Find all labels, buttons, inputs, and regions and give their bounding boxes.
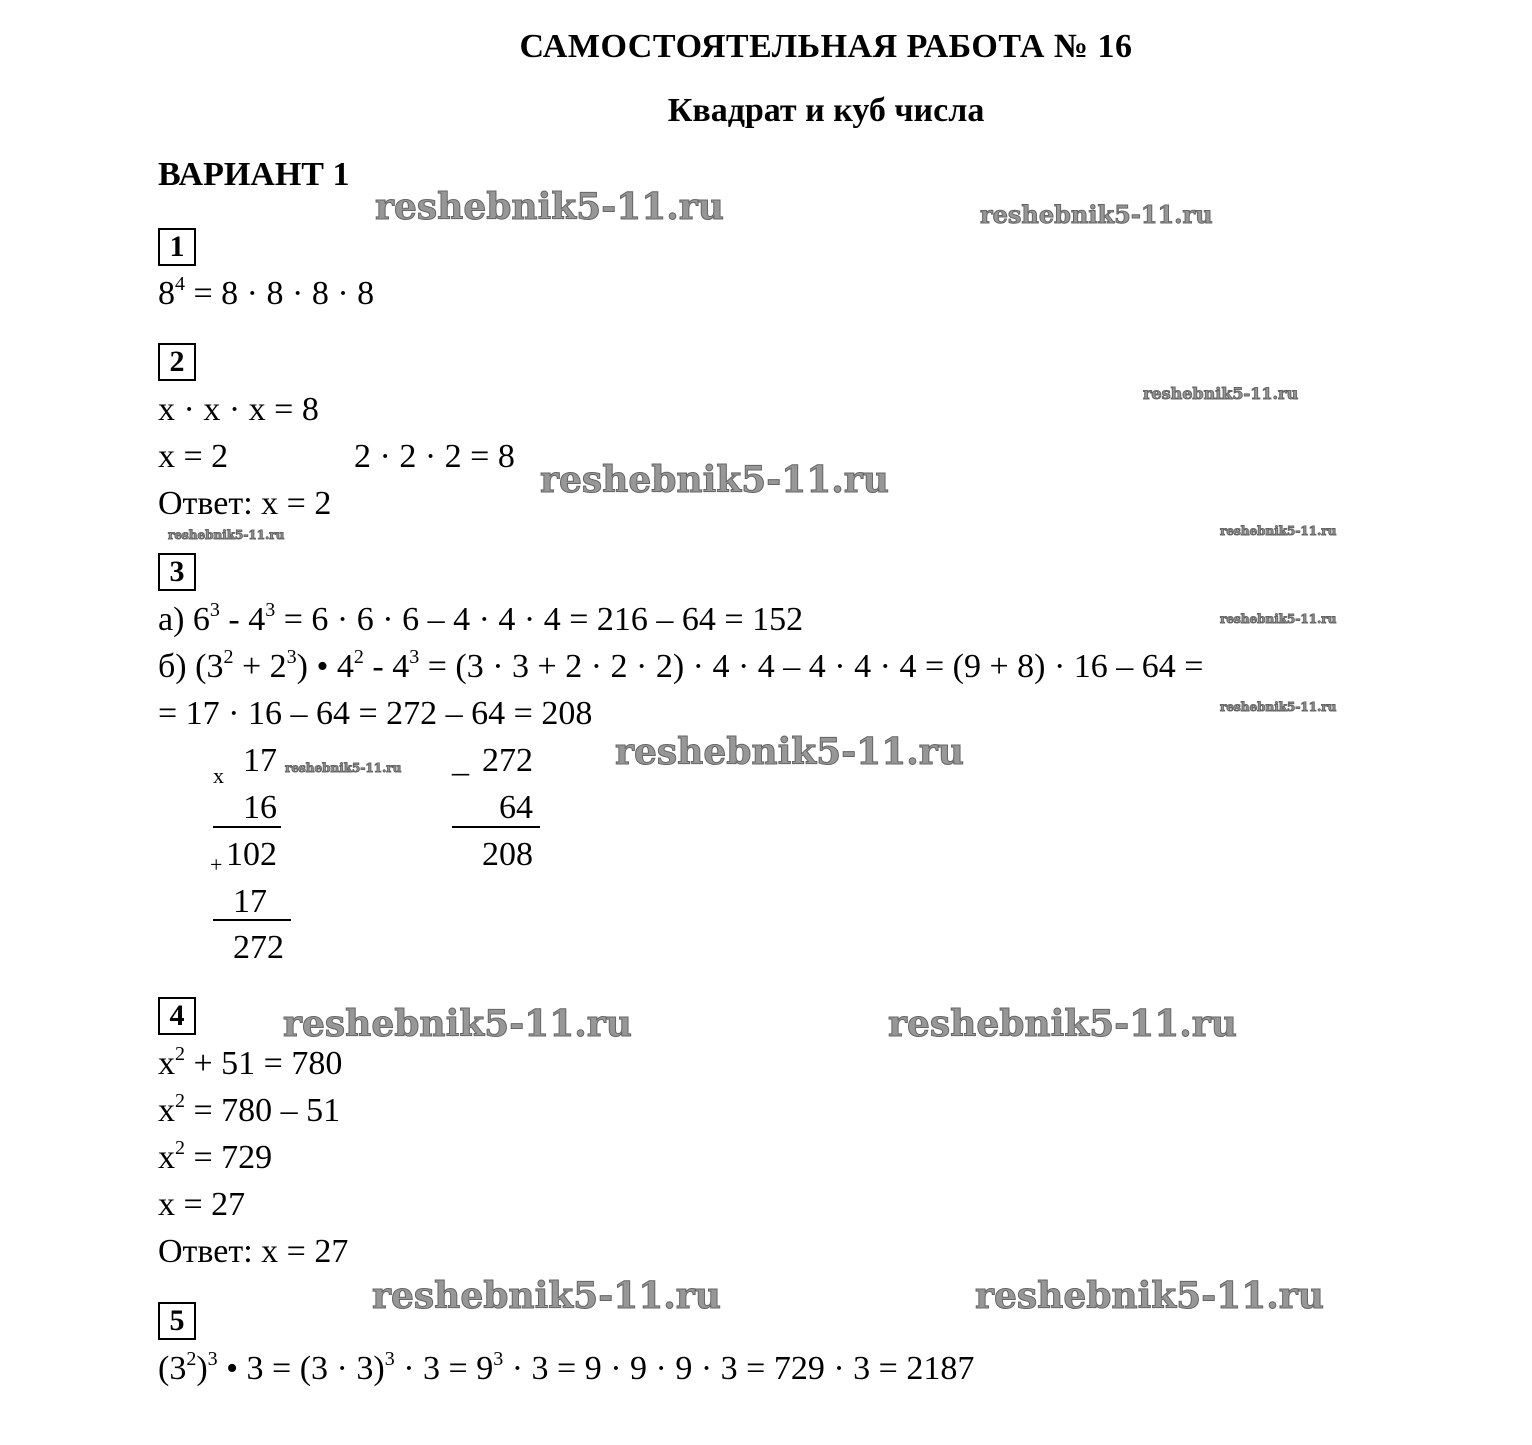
sub-subtrahend: 64	[499, 789, 533, 826]
task4-answer: Ответ: x = 27	[158, 1233, 349, 1270]
task5-equation: $(3^2)^3$ • $3 = (3 \cdot 3)^3 \cdot 3 = 9^3 \cdot 3 = 9 \cdot 9 \cdot 9 \cdot 3 = 729 \cdot 3 = 2187$	[158, 1348, 975, 1387]
watermark: reshebnik5-11.ru	[285, 761, 402, 775]
mult-factor-b: 16	[243, 789, 277, 826]
mult-factor-a: 17	[243, 742, 277, 779]
watermark: reshebnik5-11.ru	[168, 528, 285, 542]
task4-line3: $x^2 = 729$	[158, 1137, 273, 1176]
task2-line1: x · x · x = 8	[158, 391, 319, 428]
sub-result: 208	[482, 836, 533, 873]
watermark: reshebnik5-11.ru	[372, 1275, 721, 1317]
task3-b-line2: = 17 · 16 – 64 = 272 – 64 = 208	[158, 695, 593, 732]
watermark: reshebnik5-11.ru	[540, 459, 889, 501]
task-number-5: 5	[158, 1302, 196, 1340]
watermark: reshebnik5-11.ru	[615, 731, 964, 773]
watermark: reshebnik5-11.ru	[375, 186, 724, 228]
task4-line2: $x^2 = 780 - 51$	[158, 1090, 341, 1129]
task2-line2a: x = 2	[158, 438, 229, 475]
watermark: reshebnik5-11.ru	[980, 200, 1213, 229]
variant-heading: ВАРИАНТ 1	[158, 156, 350, 193]
watermark: reshebnik5-11.ru	[1220, 612, 1337, 626]
watermark: reshebnik5-11.ru	[1143, 384, 1299, 403]
sub-sign: _	[452, 742, 469, 779]
page-subtitle: Квадрат и куб числа	[667, 92, 985, 129]
task3-b-line1: б) $(3^2 + 2^3)$ • $4^2 - 4^3 = (3 \cdot 3 + 2 \cdot 2 \cdot 2) \cdot 4 \cdot 4 - 4 \cdot 4 \cdot 4 = (9 + 8) \cdot 16 - 64$ =	[158, 646, 1204, 685]
mult-rule-1	[213, 826, 281, 828]
task4-line1: $x^2 + 51 = 780$	[158, 1043, 343, 1082]
task-number-1: 1	[158, 228, 196, 266]
mult-partial-2: 17	[233, 883, 267, 920]
mult-plus-sign: +	[210, 852, 223, 877]
sub-rule	[452, 826, 540, 828]
task2-answer: Ответ: x = 2	[158, 485, 332, 522]
mult-partial-1: 102	[226, 836, 277, 873]
mult-result: 272	[233, 929, 284, 966]
task4-line4: x = 27	[158, 1186, 246, 1223]
watermark: reshebnik5-11.ru	[1220, 524, 1337, 538]
watermark: reshebnik5-11.ru	[975, 1275, 1324, 1317]
task1-equation: $8^4 = 8 \cdot 8 \cdot 8 \cdot 8$	[158, 273, 375, 312]
watermark: reshebnik5-11.ru	[888, 1003, 1237, 1045]
task-number-4: 4	[158, 997, 196, 1035]
task2-check: 2 · 2 · 2 = 8	[354, 438, 515, 475]
task-number-2: 2	[158, 343, 196, 381]
page-title: САМОСТОЯТЕЛЬНАЯ РАБОТА № 16	[519, 28, 1133, 65]
sub-minuend: 272	[482, 742, 533, 779]
mult-rule-2	[213, 919, 291, 921]
task3-a: а) $6^3 - 4^3 = 6 \cdot 6 \cdot 6 - 4 \cdot 4 \cdot 4 = 216 - 64 = 152$	[158, 599, 804, 638]
task-number-3: 3	[158, 553, 196, 591]
watermark: reshebnik5-11.ru	[1220, 700, 1337, 714]
mult-sign: x	[213, 763, 224, 788]
watermark: reshebnik5-11.ru	[283, 1003, 632, 1045]
